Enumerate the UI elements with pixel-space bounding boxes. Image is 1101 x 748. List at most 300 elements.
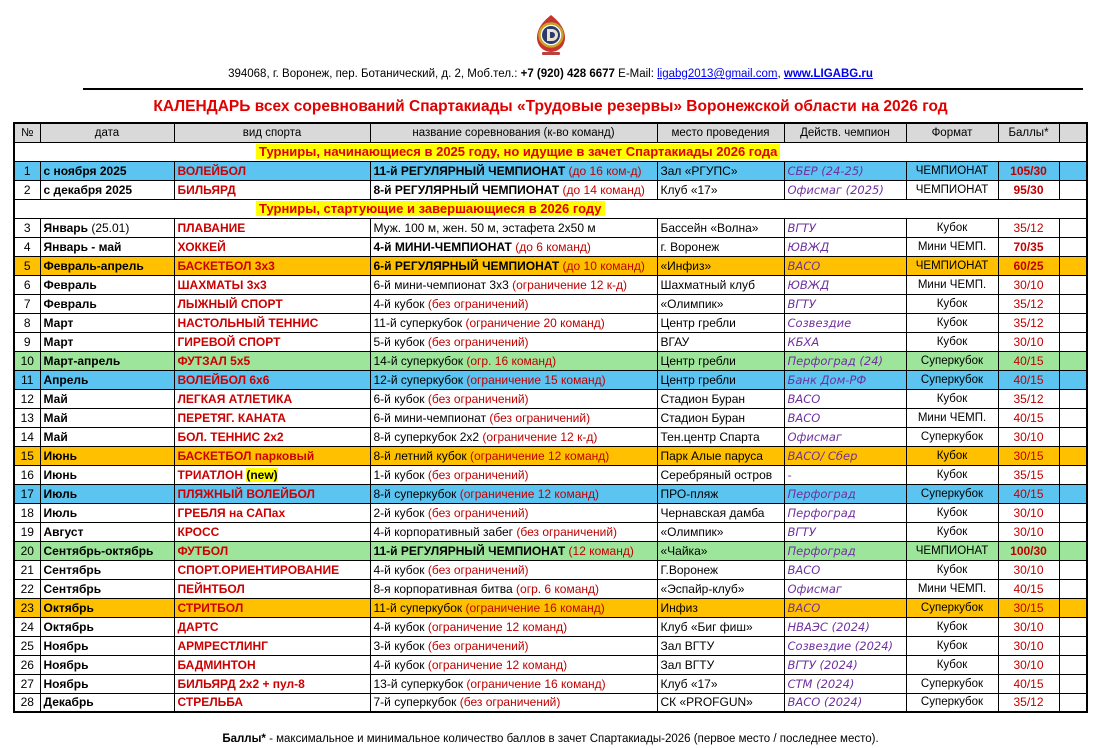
venue-cell: Центр гребли [657, 351, 784, 370]
format-cell: ЧЕМПИОНАТ [906, 161, 998, 180]
table-row [14, 237, 1087, 256]
empty-cell [1059, 655, 1087, 674]
venue-cell: «Олимпик» [657, 522, 784, 541]
champion-cell: ВАСО [784, 560, 906, 579]
row-number-cell: 18 [14, 503, 40, 522]
empty-cell [1059, 275, 1087, 294]
format-cell: Кубок [906, 218, 998, 237]
table-row [14, 636, 1087, 655]
date-cell: Сентябрь-октябрь [40, 541, 174, 560]
points-footnote-label: Баллы* [222, 733, 266, 745]
points-cell: 30/10 [998, 522, 1059, 541]
empty-cell [1059, 465, 1087, 484]
event-name-cell: 13-й суперкубок (ограничение 16 команд) [370, 674, 657, 693]
table-row [14, 313, 1087, 332]
venue-cell: «Олимпик» [657, 294, 784, 313]
points-cell: 35/12 [998, 313, 1059, 332]
column-header: название соревнования (к-во команд) [370, 123, 657, 142]
row-number-cell: 9 [14, 332, 40, 351]
champion-cell: ВГТУ [784, 294, 906, 313]
column-header-row [14, 123, 1087, 142]
points-cell: 40/15 [998, 579, 1059, 598]
champion-cell: ВАСО/ Сбер [784, 446, 906, 465]
sport-cell: ХОККЕЙ [174, 237, 370, 256]
row-number-cell: 1 [14, 161, 40, 180]
champion-cell: Офисмаг [784, 427, 906, 446]
sport-cell: ДАРТС [174, 617, 370, 636]
points-cell: 40/15 [998, 674, 1059, 693]
sport-cell: ВОЛЕЙБОЛ [174, 161, 370, 180]
empty-cell [1059, 370, 1087, 389]
table-row [14, 256, 1087, 275]
format-cell: Кубок [906, 503, 998, 522]
points-cell: 30/10 [998, 560, 1059, 579]
points-cell: 30/10 [998, 427, 1059, 446]
row-number-cell: 7 [14, 294, 40, 313]
table-row [14, 598, 1087, 617]
section-header-cell [14, 142, 1087, 161]
empty-cell [1059, 351, 1087, 370]
empty-cell [1059, 598, 1087, 617]
sport-cell: ГИРЕВОЙ СПОРТ [174, 332, 370, 351]
champion-cell: СТМ (2024) [784, 674, 906, 693]
empty-cell [1059, 617, 1087, 636]
sport-cell: ВОЛЕЙБОЛ 6х6 [174, 370, 370, 389]
email-link[interactable]: ligabg2013@gmail.com [657, 68, 778, 80]
sport-cell: БАСКЕТБОЛ парковый [174, 446, 370, 465]
website-link[interactable]: www.LIGABG.ru [783, 68, 873, 80]
section-header-cell [14, 199, 1087, 218]
points-cell: 30/10 [998, 332, 1059, 351]
table-row [14, 465, 1087, 484]
table-row [14, 180, 1087, 199]
date-cell: с ноября 2025 [40, 161, 174, 180]
champion-cell: ВГТУ [784, 522, 906, 541]
contact-address: 394068, г. Воронеж, пер. Ботанический, д. 2, Моб.тел.: [228, 68, 521, 80]
event-name-cell: 8-й РЕГУЛЯРНЫЙ ЧЕМПИОНАТ (до 14 команд) [370, 180, 657, 199]
points-cell: 30/10 [998, 636, 1059, 655]
format-cell: Мини ЧЕМП. [906, 237, 998, 256]
event-name-cell: 4-й кубок (без ограничений) [370, 294, 657, 313]
section-header-row [14, 142, 1087, 161]
venue-cell: Тен.центр Спарта [657, 427, 784, 446]
table-row [14, 560, 1087, 579]
row-number-cell: 26 [14, 655, 40, 674]
date-cell: Октябрь [40, 598, 174, 617]
date-cell: Март [40, 313, 174, 332]
email-label: E-Mail: [614, 68, 658, 80]
empty-cell [1059, 332, 1087, 351]
table-row [14, 332, 1087, 351]
event-name-cell: 8-я корпоративная битва (огр. 6 команд) [370, 579, 657, 598]
venue-cell: Клуб «17» [657, 674, 784, 693]
format-cell: Кубок [906, 332, 998, 351]
points-cell: 40/15 [998, 370, 1059, 389]
sport-cell: ПЛЯЖНЫЙ ВОЛЕЙБОЛ [174, 484, 370, 503]
event-name-cell: 4-й кубок (ограничение 12 команд) [370, 655, 657, 674]
points-cell: 30/10 [998, 617, 1059, 636]
table-row [14, 275, 1087, 294]
date-cell: Февраль [40, 275, 174, 294]
venue-cell: ВГАУ [657, 332, 784, 351]
points-cell: 30/15 [998, 598, 1059, 617]
event-name-cell: 8-й суперкубок (ограничение 12 команд) [370, 484, 657, 503]
table-row [14, 579, 1087, 598]
format-cell: Кубок [906, 446, 998, 465]
table-row [14, 294, 1087, 313]
event-name-cell: 6-й мини-чемпионат 3х3 (ограничение 12 к-д) [370, 275, 657, 294]
venue-cell: Чернавская дамба [657, 503, 784, 522]
empty-cell [1059, 560, 1087, 579]
event-name-cell: 6-й кубок (без ограничений) [370, 389, 657, 408]
column-header: Баллы* [998, 123, 1059, 142]
sport-cell: ТРИАТЛОН (new) [174, 465, 370, 484]
table-row [14, 674, 1087, 693]
venue-cell: СК «PROFGUN» [657, 693, 784, 712]
row-number-cell: 14 [14, 427, 40, 446]
empty-cell [1059, 503, 1087, 522]
table-row [14, 484, 1087, 503]
table-body [14, 142, 1087, 712]
date-cell: Декабрь [40, 693, 174, 712]
points-cell: 60/25 [998, 256, 1059, 275]
contact-line [0, 68, 1101, 80]
points-footnote-text: - максимальное и минимальное количество баллов в зачет Спартакиады-2026 (первое место / последнее место). [265, 733, 879, 745]
row-number-cell: 5 [14, 256, 40, 275]
empty-cell [1059, 636, 1087, 655]
venue-cell: Центр гребли [657, 313, 784, 332]
sport-cell: СТРЕЛЬБА [174, 693, 370, 712]
sport-cell: ГРЕБЛЯ на САПах [174, 503, 370, 522]
sport-cell: ПЕЙНТБОЛ [174, 579, 370, 598]
row-number-cell: 8 [14, 313, 40, 332]
sport-cell: СПОРТ.ОРИЕНТИРОВАНИЕ [174, 560, 370, 579]
sport-cell: ШАХМАТЫ 3х3 [174, 275, 370, 294]
date-cell: Февраль [40, 294, 174, 313]
date-cell: Ноябрь [40, 636, 174, 655]
row-number-cell: 21 [14, 560, 40, 579]
venue-cell: Клуб «Биг фиш» [657, 617, 784, 636]
venue-cell: «Инфиз» [657, 256, 784, 275]
venue-cell: Шахматный клуб [657, 275, 784, 294]
event-name-cell: 2-й кубок (без ограничений) [370, 503, 657, 522]
column-header: № [14, 123, 40, 142]
table-row [14, 218, 1087, 237]
champion-cell: НВАЭС (2024) [784, 617, 906, 636]
row-number-cell: 11 [14, 370, 40, 389]
champion-cell: Перфоград [784, 503, 906, 522]
venue-cell: «Эспайр-клуб» [657, 579, 784, 598]
date-cell: с декабря 2025 [40, 180, 174, 199]
date-cell: Июль [40, 484, 174, 503]
row-number-cell: 20 [14, 541, 40, 560]
liga-logo-icon [534, 14, 568, 58]
points-cell: 35/12 [998, 693, 1059, 712]
table-row [14, 389, 1087, 408]
champion-cell: ВГТУ [784, 218, 906, 237]
champion-cell: СБЕР (24-25) [784, 161, 906, 180]
event-name-cell: 11-й РЕГУЛЯРНЫЙ ЧЕМПИОНАТ (12 команд) [370, 541, 657, 560]
column-header: Действ. чемпион [784, 123, 906, 142]
points-cell: 30/10 [998, 503, 1059, 522]
date-cell: Август [40, 522, 174, 541]
row-number-cell: 13 [14, 408, 40, 427]
venue-cell: Клуб «17» [657, 180, 784, 199]
champion-cell: КБХА [784, 332, 906, 351]
event-name-cell: 14-й суперкубок (огр. 16 команд) [370, 351, 657, 370]
date-cell: Ноябрь [40, 655, 174, 674]
date-cell: Май [40, 427, 174, 446]
sport-cell: БИЛЬЯРД [174, 180, 370, 199]
row-number-cell: 25 [14, 636, 40, 655]
row-number-cell: 6 [14, 275, 40, 294]
empty-cell [1059, 427, 1087, 446]
format-cell: Кубок [906, 560, 998, 579]
empty-cell [1059, 693, 1087, 712]
column-header: дата [40, 123, 174, 142]
venue-cell: Парк Алые паруса [657, 446, 784, 465]
empty-cell [1059, 256, 1087, 275]
empty-cell [1059, 313, 1087, 332]
sport-cell: СТРИТБОЛ [174, 598, 370, 617]
empty-cell [1059, 541, 1087, 560]
sport-cell: БИЛЬЯРД 2х2 + пул-8 [174, 674, 370, 693]
champion-cell: ВАСО (2024) [784, 693, 906, 712]
date-cell: Март [40, 332, 174, 351]
event-name-cell: 4-й МИНИ-ЧЕМПИОНАТ (до 6 команд) [370, 237, 657, 256]
sport-cell: ЛЕГКАЯ АТЛЕТИКА [174, 389, 370, 408]
empty-cell [1059, 389, 1087, 408]
contact-separator: , [777, 68, 784, 80]
event-name-cell: 8-й суперкубок 2х2 (ограничение 12 к-д) [370, 427, 657, 446]
champion-cell: ЮВЖД [784, 237, 906, 256]
header-logo-area [0, 14, 1101, 63]
points-cell: 40/15 [998, 484, 1059, 503]
venue-cell: г. Воронеж [657, 237, 784, 256]
date-cell: Октябрь [40, 617, 174, 636]
format-cell: Суперкубок [906, 370, 998, 389]
sport-cell: КРОСС [174, 522, 370, 541]
points-cell: 100/30 [998, 541, 1059, 560]
date-cell: Январь (25.01) [40, 218, 174, 237]
event-name-cell: 3-й кубок (без ограничений) [370, 636, 657, 655]
points-cell: 40/15 [998, 408, 1059, 427]
format-cell: ЧЕМПИОНАТ [906, 541, 998, 560]
row-number-cell: 22 [14, 579, 40, 598]
sport-cell: БАДМИНТОН [174, 655, 370, 674]
points-cell: 35/12 [998, 294, 1059, 313]
event-name-cell: 12-й суперкубок (ограничение 15 команд) [370, 370, 657, 389]
empty-cell [1059, 522, 1087, 541]
table-row [14, 351, 1087, 370]
table-row [14, 655, 1087, 674]
column-header [1059, 123, 1087, 142]
event-name-cell: 6-й РЕГУЛЯРНЫЙ ЧЕМПИОНАТ (до 10 команд) [370, 256, 657, 275]
row-number-cell: 12 [14, 389, 40, 408]
event-name-cell: Муж. 100 м, жен. 50 м, эстафета 2х50 м [370, 218, 657, 237]
empty-cell [1059, 408, 1087, 427]
row-number-cell: 17 [14, 484, 40, 503]
sport-cell: ПЛАВАНИЕ [174, 218, 370, 237]
table-row [14, 503, 1087, 522]
empty-cell [1059, 218, 1087, 237]
champion-cell: ЮВЖД [784, 275, 906, 294]
champion-cell: Перфоград (24) [784, 351, 906, 370]
points-cell: 70/35 [998, 237, 1059, 256]
venue-cell: Центр гребли [657, 370, 784, 389]
format-cell: Суперкубок [906, 693, 998, 712]
column-header: вид спорта [174, 123, 370, 142]
date-cell: Июнь [40, 465, 174, 484]
empty-cell [1059, 579, 1087, 598]
event-name-cell: 1-й кубок (без ограничений) [370, 465, 657, 484]
champion-cell: - [784, 465, 906, 484]
date-cell: Апрель [40, 370, 174, 389]
points-cell: 35/12 [998, 389, 1059, 408]
champion-cell: ВАСО [784, 408, 906, 427]
table-head [14, 123, 1087, 142]
date-cell: Сентябрь [40, 579, 174, 598]
format-cell: Суперкубок [906, 598, 998, 617]
champion-cell: ВАСО [784, 598, 906, 617]
table-row [14, 408, 1087, 427]
format-cell: ЧЕМПИОНАТ [906, 180, 998, 199]
empty-cell [1059, 180, 1087, 199]
row-number-cell: 3 [14, 218, 40, 237]
venue-cell: Стадион Буран [657, 389, 784, 408]
empty-cell [1059, 161, 1087, 180]
event-name-cell: 11-й суперкубок (ограничение 16 команд) [370, 598, 657, 617]
event-name-cell: 4-й кубок (без ограничений) [370, 560, 657, 579]
venue-cell: Зал ВГТУ [657, 636, 784, 655]
format-cell: Мини ЧЕМП. [906, 275, 998, 294]
format-cell: Кубок [906, 655, 998, 674]
format-cell: Кубок [906, 617, 998, 636]
date-cell: Май [40, 389, 174, 408]
champion-cell: Офисмаг (2025) [784, 180, 906, 199]
contact-phone: +7 (920) 428 6677 [520, 68, 615, 80]
table-row [14, 446, 1087, 465]
venue-cell: Инфиз [657, 598, 784, 617]
venue-cell: Г.Воронеж [657, 560, 784, 579]
points-cell: 35/12 [998, 218, 1059, 237]
points-cell: 35/15 [998, 465, 1059, 484]
row-number-cell: 28 [14, 693, 40, 712]
section-header-row [14, 199, 1087, 218]
table-row [14, 693, 1087, 712]
date-cell: Май [40, 408, 174, 427]
sport-cell: ПЕРЕТЯГ. КАНАТА [174, 408, 370, 427]
venue-cell: Бассейн «Волна» [657, 218, 784, 237]
event-name-cell: 5-й кубок (без ограничений) [370, 332, 657, 351]
champion-cell: Банк Дом-РФ [784, 370, 906, 389]
venue-cell: Зал «РГУПС» [657, 161, 784, 180]
format-cell: Суперкубок [906, 484, 998, 503]
event-name-cell: 7-й суперкубок (без ограничений) [370, 693, 657, 712]
format-cell: Кубок [906, 465, 998, 484]
section-header-label: Турниры, стартующие и завершающиеся в 2026 году [256, 201, 605, 216]
calendar-table [13, 122, 1088, 713]
row-number-cell: 4 [14, 237, 40, 256]
date-cell: Январь - май [40, 237, 174, 256]
points-cell: 95/30 [998, 180, 1059, 199]
venue-cell: Зал ВГТУ [657, 655, 784, 674]
points-cell: 105/30 [998, 161, 1059, 180]
champion-cell: ВАСО [784, 256, 906, 275]
sport-cell: ФУТЗАЛ 5х5 [174, 351, 370, 370]
empty-cell [1059, 294, 1087, 313]
format-cell: Мини ЧЕМП. [906, 579, 998, 598]
event-name-cell: 4-й кубок (ограничение 12 команд) [370, 617, 657, 636]
event-name-cell: 8-й летний кубок (ограничение 12 команд) [370, 446, 657, 465]
row-number-cell: 16 [14, 465, 40, 484]
date-cell: Июнь [40, 446, 174, 465]
format-cell: Суперкубок [906, 351, 998, 370]
section-header-label: Турниры, начинающиеся в 2025 году, но идущие в зачет Спартакиады 2026 года [256, 144, 780, 159]
champion-cell: ВГТУ (2024) [784, 655, 906, 674]
format-cell: Кубок [906, 294, 998, 313]
sport-cell: БАСКЕТБОЛ 3х3 [174, 256, 370, 275]
venue-cell: ПРО-пляж [657, 484, 784, 503]
venue-cell: Серебряный остров [657, 465, 784, 484]
venue-cell: Стадион Буран [657, 408, 784, 427]
champion-cell: Созвездие [784, 313, 906, 332]
empty-cell [1059, 237, 1087, 256]
event-name-cell: 11-й суперкубок (ограничение 20 команд) [370, 313, 657, 332]
format-cell: Кубок [906, 522, 998, 541]
table-row [14, 370, 1087, 389]
date-cell: Сентябрь [40, 560, 174, 579]
date-cell: Июль [40, 503, 174, 522]
points-cell: 30/10 [998, 655, 1059, 674]
header-divider [83, 88, 1083, 90]
points-cell: 40/15 [998, 351, 1059, 370]
points-cell: 30/15 [998, 446, 1059, 465]
table-row [14, 161, 1087, 180]
format-cell: Суперкубок [906, 674, 998, 693]
champion-cell: Перфоград [784, 541, 906, 560]
points-footnote [0, 733, 1101, 745]
format-cell: Кубок [906, 636, 998, 655]
champion-cell: ВАСО [784, 389, 906, 408]
format-cell: Кубок [906, 313, 998, 332]
column-header: Формат [906, 123, 998, 142]
venue-cell: «Чайка» [657, 541, 784, 560]
champion-cell: Созвездие (2024) [784, 636, 906, 655]
row-number-cell: 10 [14, 351, 40, 370]
empty-cell [1059, 674, 1087, 693]
empty-cell [1059, 484, 1087, 503]
champion-cell: Офисмаг [784, 579, 906, 598]
date-cell: Февраль-апрель [40, 256, 174, 275]
row-number-cell: 19 [14, 522, 40, 541]
points-cell: 30/10 [998, 275, 1059, 294]
row-number-cell: 24 [14, 617, 40, 636]
column-header: место проведения [657, 123, 784, 142]
sport-cell: ЛЫЖНЫЙ СПОРТ [174, 294, 370, 313]
format-cell: Кубок [906, 389, 998, 408]
table-row [14, 427, 1087, 446]
event-name-cell: 11-й РЕГУЛЯРНЫЙ ЧЕМПИОНАТ (до 16 ком-д) [370, 161, 657, 180]
table-row [14, 541, 1087, 560]
page-title: КАЛЕНДАРЬ всех соревнований Спартакиады «Трудовые резервы» Воронежской области на 2026 год [153, 98, 948, 115]
date-cell: Ноябрь [40, 674, 174, 693]
empty-cell [1059, 446, 1087, 465]
row-number-cell: 15 [14, 446, 40, 465]
table-row [14, 522, 1087, 541]
event-name-cell: 6-й мини-чемпионат (без ограничений) [370, 408, 657, 427]
sport-cell: НАСТОЛЬНЫЙ ТЕННИС [174, 313, 370, 332]
